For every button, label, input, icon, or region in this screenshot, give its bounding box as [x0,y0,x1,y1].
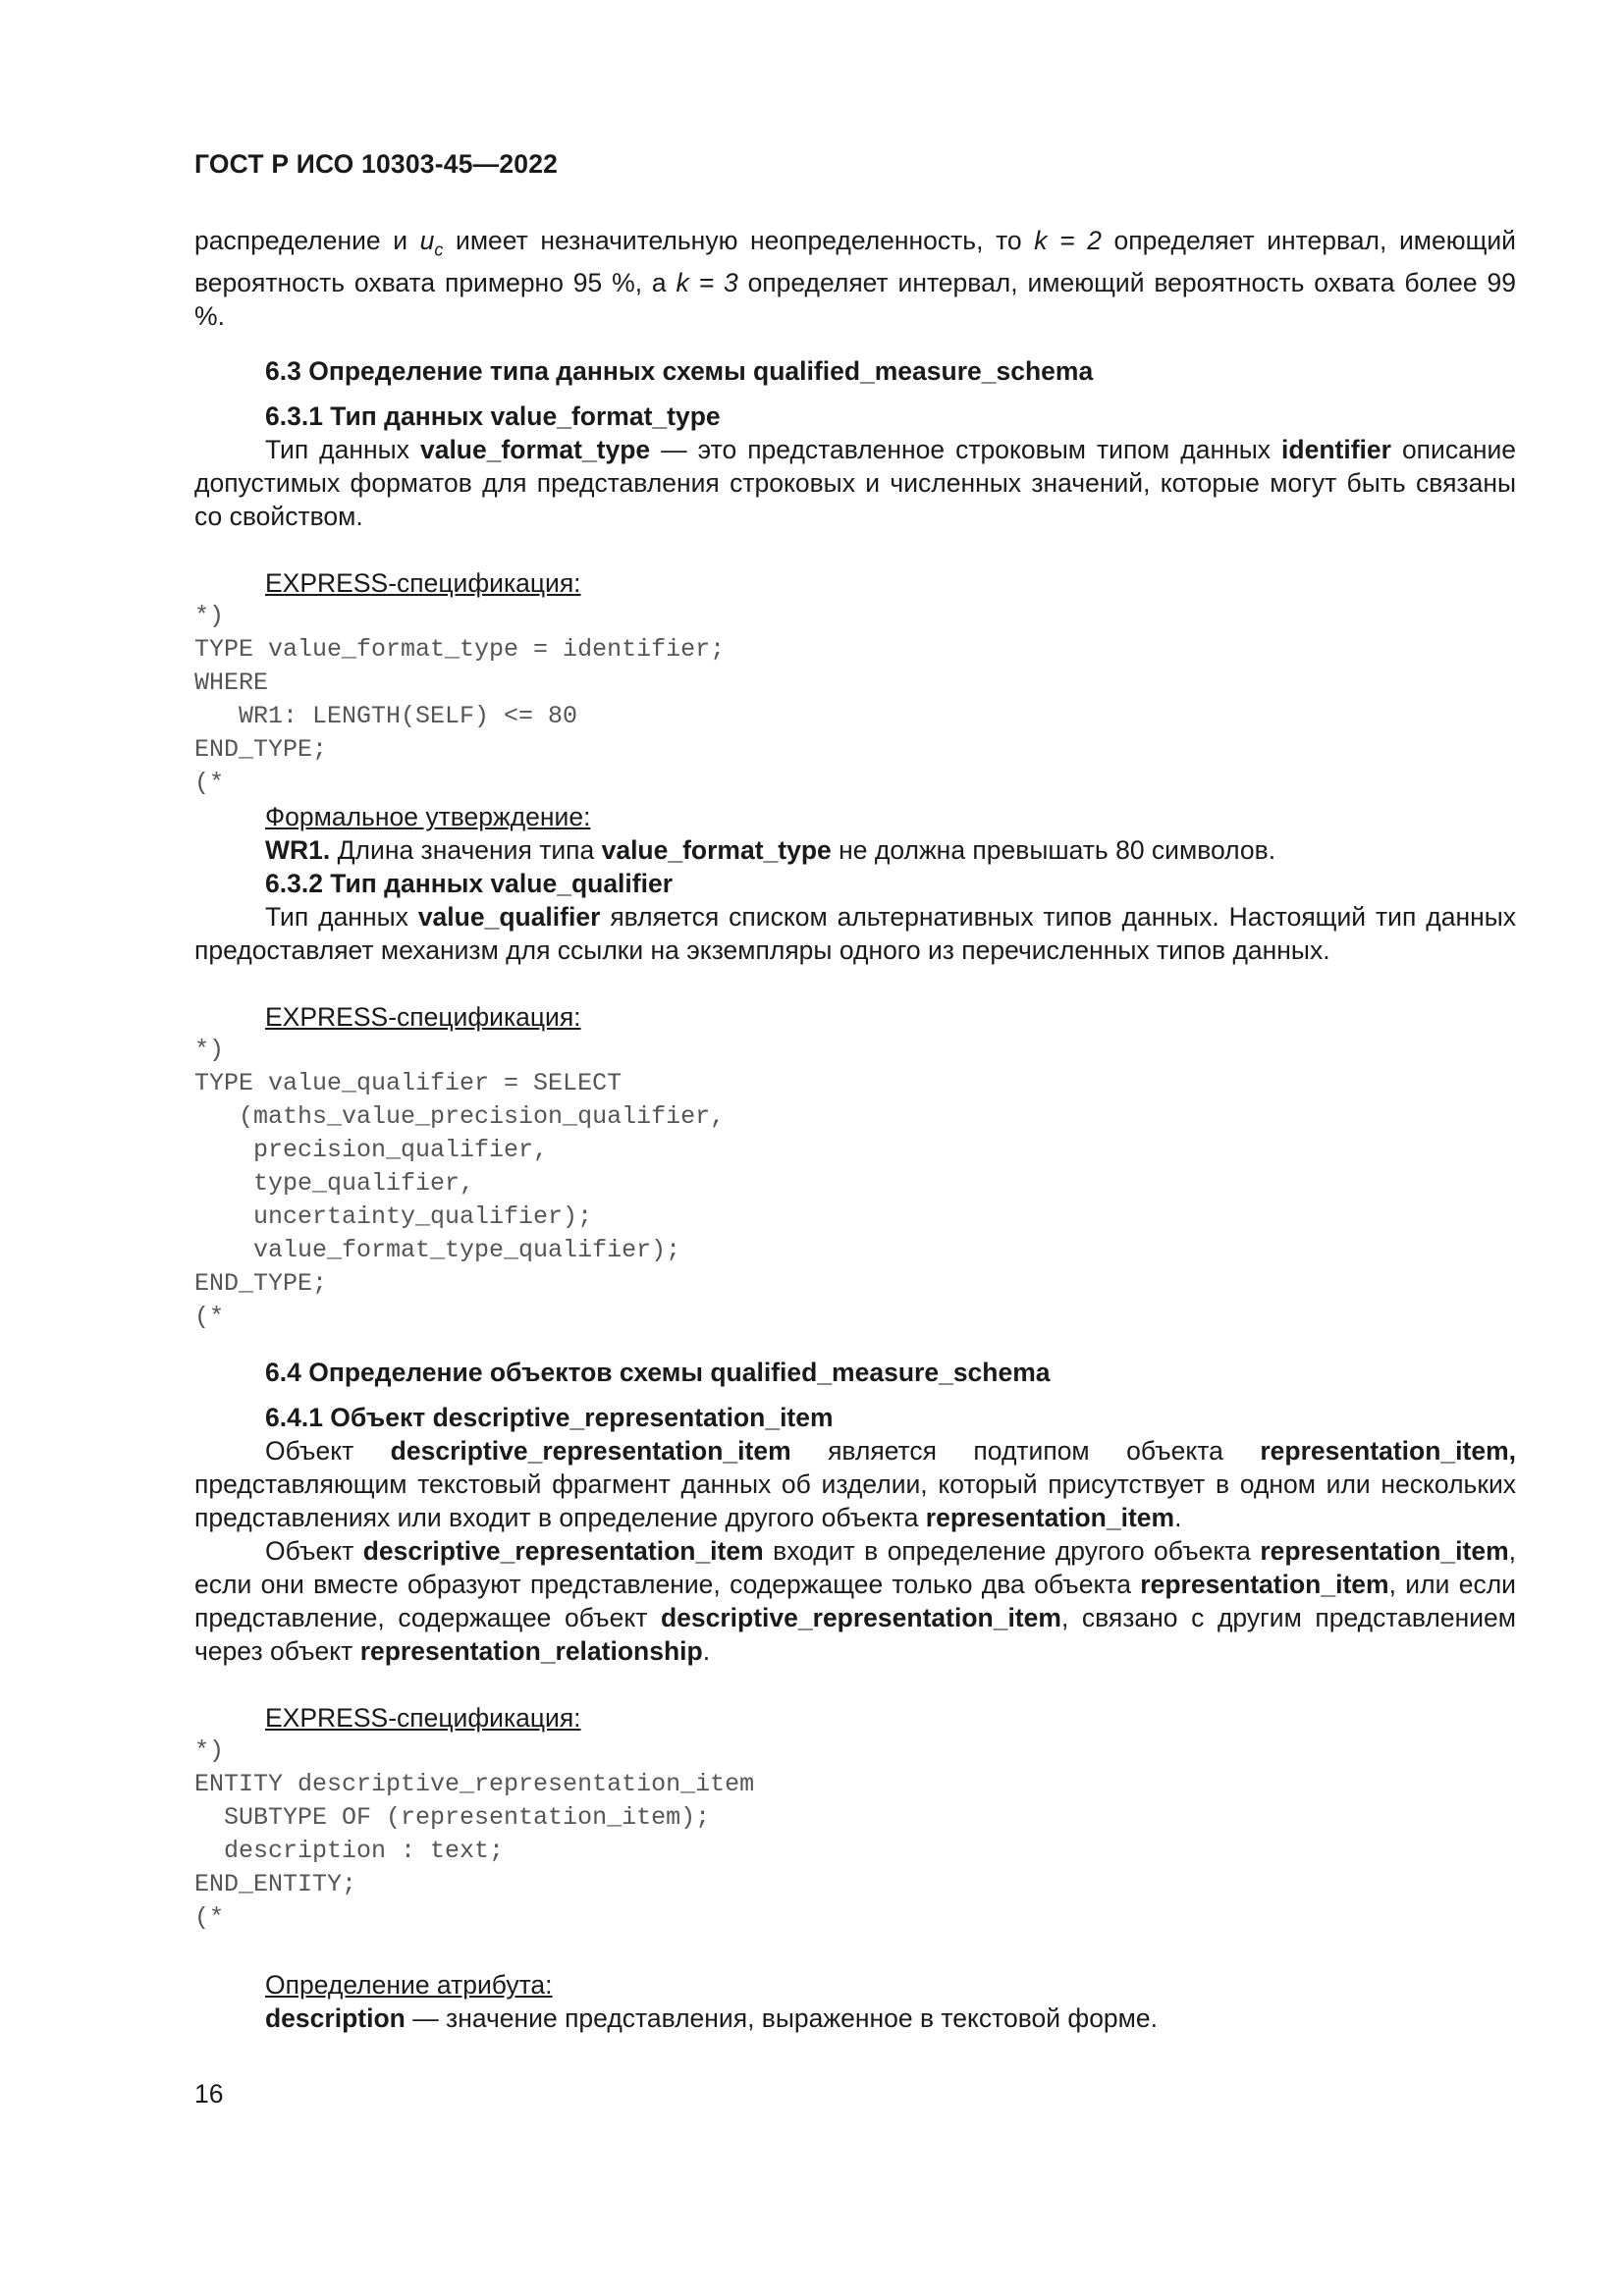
paragraph-6-4-1-a: Объект descriptive_representation_item является подтипом объекта representation_item, представляющим текстовый фрагмент данных об изделии, который присутствует в одном или нескольких представлениях или входит в определение другого объекта representation_item. [194,1436,1516,1533]
paragraph-6-4-1-b: Объект descriptive_representation_item входит в определение другого объекта representation_item, если они вместе образуют представление, содержащее только два объекта representation_item, или если представление, содержащее объект descriptive_representation_item, связано с другим представлением через объект representation_relationship. [194,1536,1517,1667]
page-content [194,224,1516,2035]
section-heading-6-4-1: 6.4.1 Объект descriptive_representation_item [265,1403,834,1433]
section-heading-6-3: 6.3 Определение типа данных схемы qualified_measure_schema [265,356,1094,387]
paragraph-6-3-1: Тип данных value_format_type — это представленное строковым типом данных identifier описание допустимых форматов для представления строковых и численных значений, которые могут быть связаны со свойством. [194,435,1516,532]
formal-statement-label: Формальное утверждение: [265,802,591,832]
page-number: 16 [194,2079,224,2109]
intro-paragraph: распределение и $u_c$ имеет незначительную неопределенность, то k = 2 определяет интервал, имеющий вероятность охвата примерно 95 %, а k = 3 определяет интервал, имеющий вероятность охвата более 99 %. [194,226,1516,332]
section-heading-6-3-1: 6.3.1 Тип данных value_format_type [265,401,721,432]
attribute-definition-label: Определение атрибута: [265,1970,553,2001]
express-code-descriptive-representation-item: *) ENTITY descriptive_representation_item SUBTYPE OF (representation_item); description : text; END_ENTITY; (* [194,1736,755,1933]
express-spec-label: EXPRESS-спецификация: [265,568,581,599]
section-heading-6-3-2: 6.3.2 Тип данных value_qualifier [265,869,674,899]
express-spec-label: EXPRESS-спецификация: [265,1703,581,1734]
attribute-description: description — значение представления, выраженное в текстовой форме. [265,2003,1158,2034]
section-heading-6-4: 6.4 Определение объектов схемы qualified_measure_schema [265,1358,1051,1388]
formal-statement-wr1: WR1. Длина значения типа value_format_type не должна превышать 80 символов. [265,835,1276,866]
document-header: ГОСТ Р ИСО 10303-45—2022 [194,149,559,179]
express-code-value-format-type: *) TYPE value_format_type = identifier; WHERE WR1: LENGTH(SELF) <= 80 END_TYPE; (* [194,602,726,798]
express-code-value-qualifier: *) TYPE value_qualifier = SELECT (maths_value_precision_qualifier, precision_qualifier, type_qualifier, uncertainty_qualifier); value_format_type_qualifier); END_TYPE; (* [194,1036,726,1332]
paragraph-6-3-2: Тип данных value_qualifier является списком альтернативных типов данных. Настоящий тип данных предоставляет механизм для ссылки на экземпляры одного из перечисленных типов данных. [194,902,1517,966]
express-spec-label: EXPRESS-спецификация: [265,1002,581,1033]
